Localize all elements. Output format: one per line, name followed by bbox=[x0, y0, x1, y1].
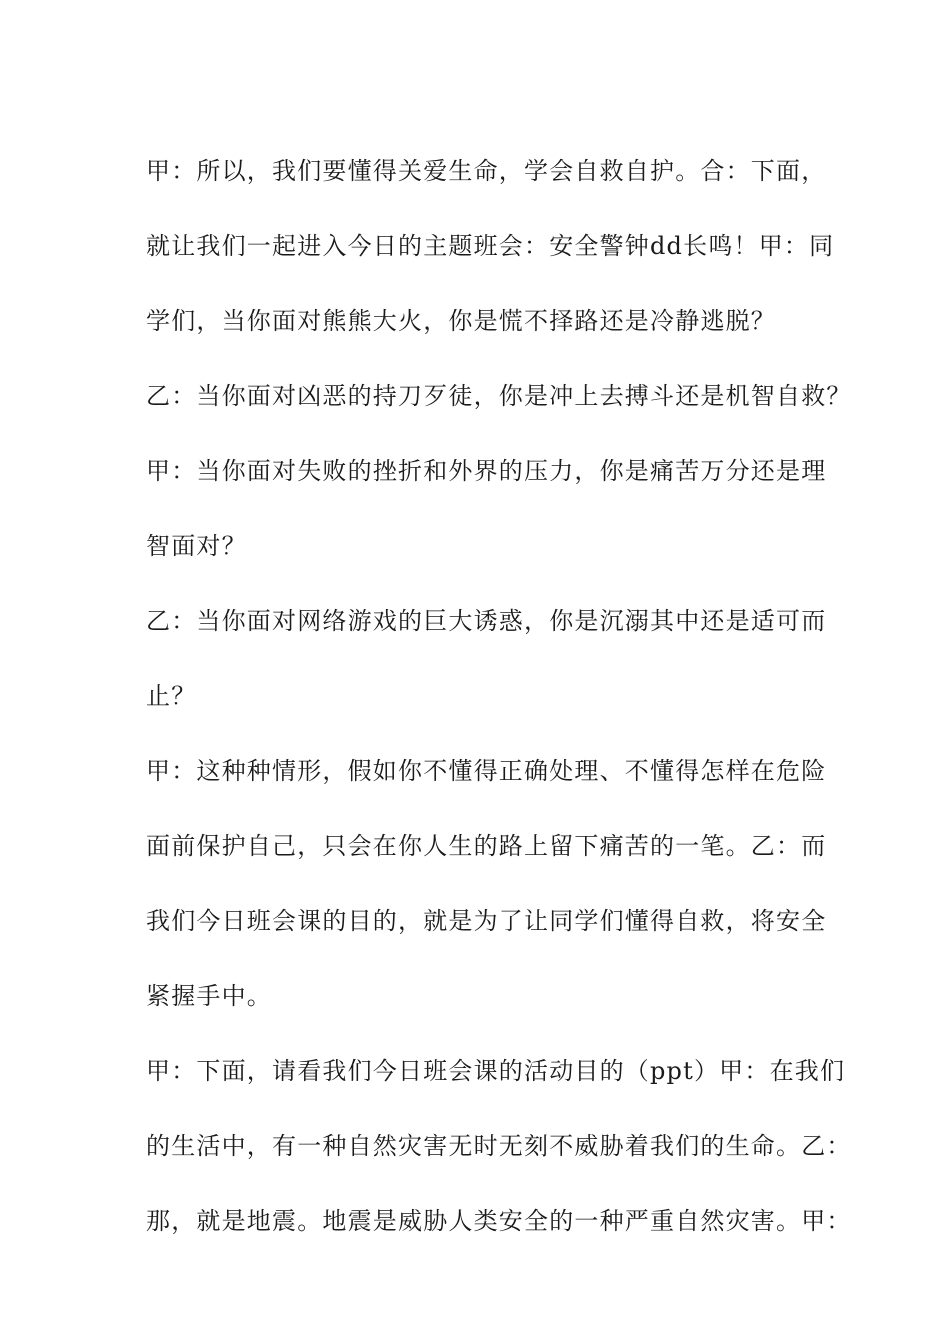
text-line: 甲：下面，请看我们今日班会课的活动目的（ppt）甲：在我们 bbox=[146, 1057, 846, 1085]
text-line: 乙：当你面对网络游戏的巨大诱惑，你是沉溺其中还是适可而 bbox=[146, 607, 827, 635]
text-line: 止？ bbox=[146, 682, 197, 710]
text-line: 面前保护自己，只会在你人生的路上留下痛苦的一笔。乙：而 bbox=[146, 832, 827, 860]
text-line: 甲：当你面对失败的挫折和外界的压力，你是痛苦万分还是理 bbox=[146, 457, 827, 485]
text-line: 学们，当你面对熊熊大火，你是慌不择路还是冷静逃脱？ bbox=[146, 307, 776, 335]
text-line: 我们今日班会课的目的，就是为了让同学们懂得自救，将安全 bbox=[146, 907, 827, 935]
document-body bbox=[146, 134, 852, 1259]
text-line: 乙：当你面对凶恶的持刀歹徒，你是冲上去搏斗还是机智自救？ bbox=[146, 382, 852, 410]
text-line: 就让我们一起进入今日的主题班会：安全警钟dd长鸣！甲：同 bbox=[146, 232, 835, 260]
text-line: 那，就是地震。地震是威胁人类安全的一种严重自然灾害。甲： bbox=[146, 1207, 852, 1235]
text-line: 甲：这种种情形，假如你不懂得正确处理、不懂得怎样在危险 bbox=[146, 757, 827, 785]
text-line: 甲：所以，我们要懂得关爱生命，学会自救自护。合：下面， bbox=[146, 157, 827, 185]
text-line: 的生活中，有一种自然灾害无时无刻不威胁着我们的生命。乙： bbox=[146, 1132, 852, 1160]
text-line: 智面对？ bbox=[146, 532, 247, 560]
text-line: 紧握手中。 bbox=[146, 982, 272, 1010]
